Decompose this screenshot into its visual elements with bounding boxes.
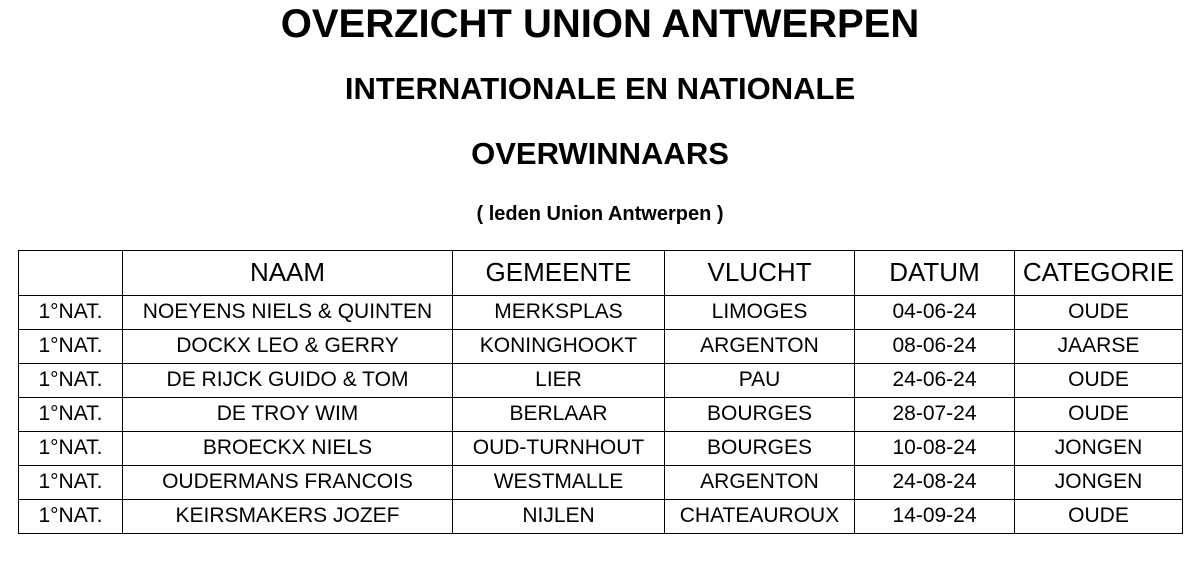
cell-prefix: 1°NAT. (19, 499, 123, 533)
cell-gemeente: WESTMALLE (453, 465, 665, 499)
table-row (19, 295, 1183, 329)
column-header-vlucht: VLUCHT (665, 250, 855, 295)
cell-gemeente: MERKSPLAS (453, 295, 665, 329)
cell-gemeente: LIER (453, 363, 665, 397)
column-header-datum: DATUM (855, 250, 1015, 295)
cell-datum: 14-09-24 (855, 499, 1015, 533)
cell-naam: DE TROY WIM (123, 397, 453, 431)
cell-gemeente: NIJLEN (453, 499, 665, 533)
cell-categorie: OUDE (1015, 295, 1183, 329)
table-header-row (19, 250, 1183, 295)
table-row (19, 499, 1183, 533)
cell-prefix: 1°NAT. (19, 295, 123, 329)
table-row (19, 329, 1183, 363)
cell-categorie: JONGEN (1015, 431, 1183, 465)
cell-naam: KEIRSMAKERS JOZEF (123, 499, 453, 533)
cell-prefix: 1°NAT. (19, 397, 123, 431)
cell-naam: NOEYENS NIELS & QUINTEN (123, 295, 453, 329)
table-body (19, 295, 1183, 533)
cell-vlucht: ARGENTON (665, 465, 855, 499)
cell-categorie: JAARSE (1015, 329, 1183, 363)
cell-vlucht: BOURGES (665, 431, 855, 465)
column-header-gemeente: GEMEENTE (453, 250, 665, 295)
cell-datum: 04-06-24 (855, 295, 1015, 329)
cell-datum: 28-07-24 (855, 397, 1015, 431)
page-subtitle-line1: INTERNATIONALE EN NATIONALE (344, 70, 856, 106)
cell-vlucht: BOURGES (665, 397, 855, 431)
page-note: ( leden Union Antwerpen ) (476, 202, 724, 225)
cell-datum: 24-08-24 (855, 465, 1015, 499)
table-row (19, 431, 1183, 465)
cell-categorie: OUDE (1015, 363, 1183, 397)
cell-prefix: 1°NAT. (19, 363, 123, 397)
title-block (0, 0, 1200, 226)
page-title: OVERZICHT UNION ANTWERPEN (280, 2, 920, 46)
cell-datum: 24-06-24 (855, 363, 1015, 397)
column-header-prefix (19, 250, 123, 295)
column-header-naam: NAAM (123, 250, 453, 295)
cell-gemeente: BERLAAR (453, 397, 665, 431)
cell-prefix: 1°NAT. (19, 329, 123, 363)
cell-naam: DOCKX LEO & GERRY (123, 329, 453, 363)
cell-prefix: 1°NAT. (19, 431, 123, 465)
cell-vlucht: ARGENTON (665, 329, 855, 363)
cell-naam: OUDERMANS FRANCOIS (123, 465, 453, 499)
cell-vlucht: PAU (665, 363, 855, 397)
cell-vlucht: CHATEAUROUX (665, 499, 855, 533)
winners-table (18, 250, 1183, 534)
cell-gemeente: KONINGHOOKT (453, 329, 665, 363)
column-header-categorie: CATEGORIE (1015, 250, 1183, 295)
cell-gemeente: OUD-TURNHOUT (453, 431, 665, 465)
cell-categorie: OUDE (1015, 397, 1183, 431)
cell-vlucht: LIMOGES (665, 295, 855, 329)
cell-datum: 08-06-24 (855, 329, 1015, 363)
cell-datum: 10-08-24 (855, 431, 1015, 465)
table-header (19, 250, 1183, 295)
cell-categorie: JONGEN (1015, 465, 1183, 499)
cell-prefix: 1°NAT. (19, 465, 123, 499)
winners-table-container (0, 250, 1200, 534)
cell-naam: DE RIJCK GUIDO & TOM (123, 363, 453, 397)
page-subtitle-line2: OVERWINNAARS (471, 135, 729, 171)
table-row (19, 363, 1183, 397)
cell-categorie: OUDE (1015, 499, 1183, 533)
table-row (19, 465, 1183, 499)
table-row (19, 397, 1183, 431)
cell-naam: BROECKX NIELS (123, 431, 453, 465)
